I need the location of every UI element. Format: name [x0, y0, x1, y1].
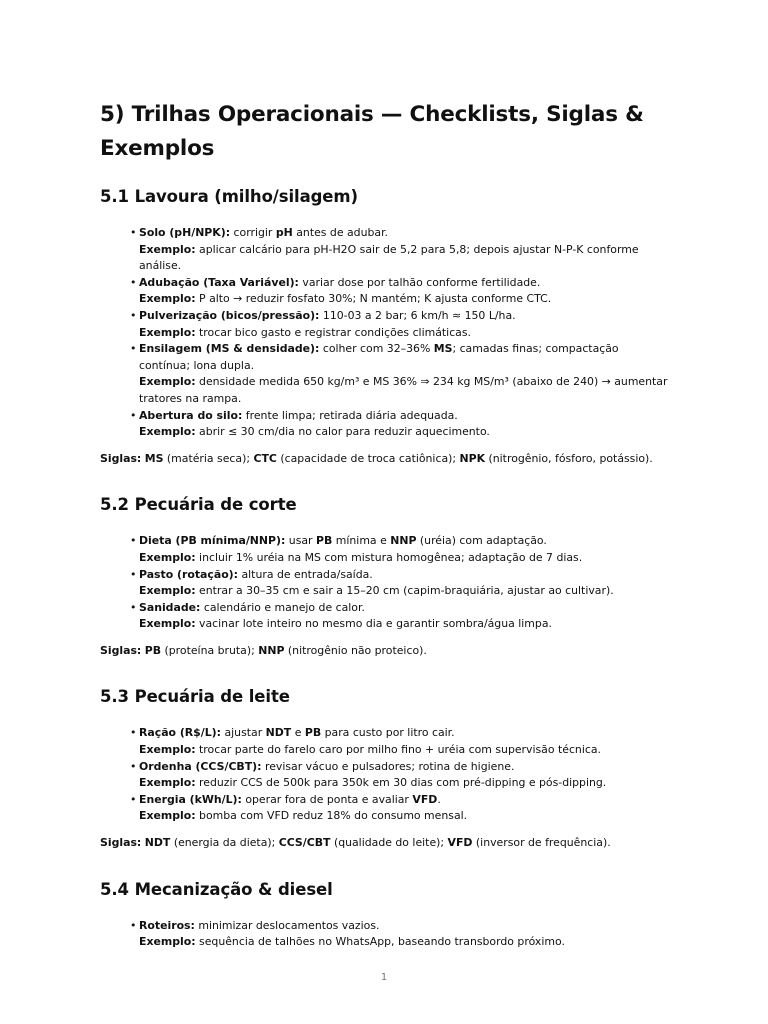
example-label: Exemplo: [139, 935, 196, 949]
checklist-item [130, 567, 670, 600]
example-text: entrar a 30–35 cm e sair a 15–20 cm (capim-braquiária, ajustar ao cultivar). [195, 584, 614, 598]
checklist [100, 533, 670, 633]
bullet-glyph: • [130, 275, 137, 289]
item-text: 110-03 a 2 bar; 6 km/h ≈ 150 L/ha. [319, 308, 516, 322]
checklist-item [130, 792, 670, 825]
section-heading: 5.4 Mecanização & diesel [100, 879, 333, 899]
acronym-definition: (energia da dieta); [170, 836, 279, 850]
item-acronym: PB [304, 726, 322, 740]
checklist-item [130, 225, 670, 275]
checklist-item [130, 600, 670, 633]
bullet-glyph: • [130, 792, 137, 806]
item-text: antes de adubar. [292, 226, 389, 239]
example-text: sequência de talhões no WhatsApp, baseando transbordo próximo. [195, 935, 565, 949]
checklist-item [130, 308, 670, 341]
example-text: trocar parte do farelo caro por milho fino + uréia com supervisão técnica. [195, 743, 601, 757]
item-term: Energia (kWh/L): [139, 792, 242, 806]
item-acronym: PB [316, 534, 333, 548]
item-acronym: NDT [265, 726, 292, 740]
example-text: densidade medida 650 kg/m³ e MS 36% ⇒ 234 kg MS/m³ (abaixo de 240) → aumentar tratores na rampa. [139, 375, 668, 405]
item-example [139, 325, 670, 342]
item-text: frente limpa; retirada diária adequada. [242, 408, 458, 422]
checklist [100, 725, 670, 825]
bullet-glyph: • [130, 600, 137, 614]
acronym-definition: (proteína bruta); [161, 643, 259, 657]
acronyms-label: Siglas: [100, 643, 142, 657]
item-text: ajustar [221, 726, 266, 740]
bullet-glyph: • [130, 408, 137, 422]
example-label: Exemplo: [139, 743, 196, 757]
item-example [139, 742, 670, 759]
item-term: Ensilagem (MS & densidade): [139, 342, 320, 356]
section-heading: 5.2 Pecuária de corte [100, 495, 297, 515]
item-text: minimizar deslocamentos vazios. [194, 918, 380, 932]
acronym-definition: (qualidade do leite); [330, 836, 448, 850]
item-term: Ordenha (CCS/CBT): [139, 759, 262, 773]
item-text: (uréia) com adaptação. [416, 534, 547, 548]
checklist [100, 918, 670, 951]
item-example [139, 616, 670, 633]
acronym: NDT [144, 836, 171, 850]
section [100, 494, 670, 659]
item-text: altura de entrada/saída. [238, 567, 373, 581]
acronym: PB [144, 643, 162, 657]
bullet-glyph: • [130, 918, 137, 932]
item-example [139, 424, 670, 441]
acronym: NPK [459, 451, 486, 465]
item-text: operar fora de ponta e avaliar [241, 792, 413, 806]
checklist-item [130, 408, 670, 441]
item-term: Roteiros: [139, 918, 195, 932]
checklist-item [130, 275, 670, 308]
acronyms-line [100, 451, 670, 468]
bullet-glyph: • [130, 759, 137, 773]
item-acronym: NNP [390, 534, 417, 548]
page-title: 5) Trilhas Operacionais — Checklists, Siglas & Exemplos [100, 102, 644, 161]
example-text: P alto → reduzir fosfato 30%; N mantém; K ajusta conforme CTC. [195, 292, 552, 306]
item-term: Pasto (rotação): [139, 567, 239, 581]
acronym: CCS/CBT [278, 836, 331, 850]
acronym-definition: (nitrogênio, fósforo, potássio). [485, 451, 653, 465]
item-text: . [437, 792, 441, 806]
item-text: variar dose por talhão conforme fertilidade. [298, 275, 541, 289]
bullet-glyph: • [130, 726, 137, 740]
bullet-glyph: • [130, 342, 137, 356]
item-text: colher com 32–36% [319, 342, 434, 356]
item-term: Solo (pH/NPK): [139, 226, 231, 239]
item-term: Ração (R$/L): [139, 726, 222, 740]
acronym: VFD [447, 836, 473, 850]
bullet-glyph: • [130, 534, 137, 548]
example-text: vacinar lote inteiro no mesmo dia e garantir sombra/água limpa. [195, 617, 552, 631]
bullet-glyph: • [130, 308, 137, 322]
bullet-glyph: • [130, 226, 137, 239]
item-example [139, 242, 670, 275]
section [100, 186, 670, 467]
example-label: Exemplo: [139, 776, 196, 790]
example-text: abrir ≤ 30 cm/dia no calor para reduzir aquecimento. [195, 425, 490, 439]
page-number: 1 [380, 972, 388, 983]
item-example [139, 374, 670, 407]
item-text: mínima e [332, 534, 391, 548]
example-label: Exemplo: [139, 242, 196, 256]
acronym-definition: (inversor de frequência). [472, 836, 611, 850]
item-acronym: VFD [412, 792, 438, 806]
example-label: Exemplo: [139, 550, 196, 564]
section-heading: 5.1 Lavoura (milho/silagem) [100, 187, 358, 206]
item-example [139, 808, 670, 825]
item-example [139, 583, 670, 600]
acronym-definition: (capacidade de troca catiônica); [276, 451, 460, 465]
acronyms-label: Siglas: [100, 451, 142, 465]
item-text: usar [285, 534, 316, 548]
checklist-item [130, 533, 670, 566]
checklist-item [130, 918, 670, 951]
example-label: Exemplo: [139, 809, 196, 823]
item-term: Abertura do silo: [139, 408, 243, 422]
example-text: reduzir CCS de 500k para 350k em 30 dias com pré-dipping e pós-dipping. [195, 776, 607, 790]
item-acronym: MS [433, 342, 453, 356]
section [100, 686, 670, 851]
section-heading: 5.3 Pecuária de leite [100, 687, 290, 707]
acronyms-label: Siglas: [100, 836, 142, 850]
example-text: incluir 1% uréia na MS com mistura homogênea; adaptação de 7 dias. [195, 550, 583, 564]
document-page [100, 98, 670, 951]
item-text: ; camadas finas; compactação contínua; lona dupla. [139, 342, 619, 372]
checklist-item [130, 759, 670, 792]
example-label: Exemplo: [139, 292, 196, 306]
acronym: NNP [258, 643, 285, 657]
item-example [139, 775, 670, 792]
item-text: para custo por litro cair. [321, 726, 455, 740]
checklist [100, 225, 670, 441]
checklist-item [130, 341, 670, 407]
item-text: corrigir [230, 226, 276, 239]
section [100, 879, 670, 951]
item-acronym: pH [275, 226, 293, 239]
item-term: Adubação (Taxa Variável): [139, 275, 299, 289]
example-label: Exemplo: [139, 375, 196, 389]
item-term: Sanidade: [139, 600, 201, 614]
example-label: Exemplo: [139, 425, 196, 439]
item-example [139, 550, 670, 567]
item-text: e [291, 726, 305, 740]
item-text: revisar vácuo e pulsadores; rotina de higiene. [261, 759, 515, 773]
example-text: aplicar calcário para pH-H2O sair de 5,2 para 5,8; depois ajustar N-P-K conforme análise. [139, 242, 639, 273]
acronyms-line [100, 835, 670, 852]
acronyms-line [100, 643, 670, 660]
item-example [139, 291, 670, 308]
item-text: calendário e manejo de calor. [200, 600, 365, 614]
bullet-glyph: • [130, 567, 137, 581]
acronym: CTC [253, 451, 277, 465]
checklist-item [130, 725, 670, 758]
example-label: Exemplo: [139, 325, 196, 339]
item-example [139, 934, 670, 951]
example-label: Exemplo: [139, 584, 196, 598]
example-text: trocar bico gasto e registrar condições climáticas. [195, 325, 471, 339]
acronym-definition: (nitrogênio não proteico). [284, 643, 427, 657]
acronym: MS [144, 451, 164, 465]
example-label: Exemplo: [139, 617, 196, 631]
item-term: Dieta (PB mínima/NNP): [139, 534, 286, 548]
acronym-definition: (matéria seca); [163, 451, 254, 465]
example-text: bomba com VFD reduz 18% do consumo mensal. [195, 809, 468, 823]
item-term: Pulverização (bicos/pressão): [139, 308, 320, 322]
sections-container [100, 186, 670, 951]
